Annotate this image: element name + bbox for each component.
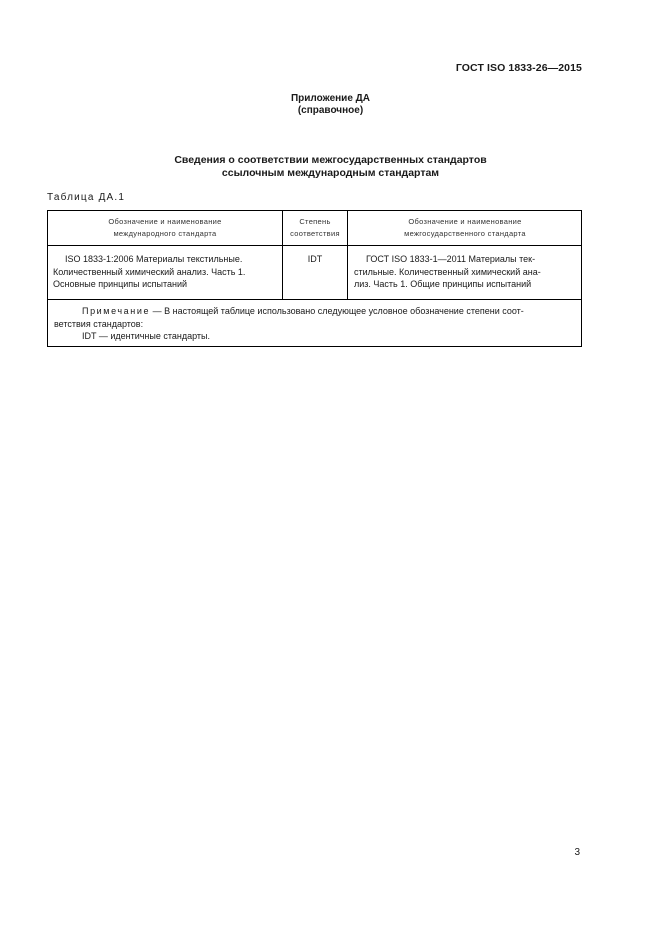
header-degree: [283, 211, 347, 245]
cell-line: стильные. Количественный химический ана-: [354, 266, 541, 277]
note-line: IDT — идентичные стандарты.: [82, 331, 211, 341]
header-text: Обозначение и наименование: [108, 217, 222, 226]
annex-title: Приложение ДА: [290, 93, 371, 104]
annex-subtitle: (справочное): [297, 105, 364, 116]
header-text: соответствия: [290, 229, 340, 238]
cell-interstate-standard: [354, 253, 576, 291]
note-line: [54, 305, 575, 318]
document-code: ГОСТ ISO 1833-26—2015: [455, 62, 582, 74]
cell-line: ГОСТ ISO 1833-1—2011 Материалы тек-: [366, 254, 536, 264]
header-interstate-standard: [348, 211, 582, 245]
section-title: [0, 154, 661, 180]
cell-international-standard: [53, 253, 277, 291]
header-text: Обозначение и наименование: [408, 217, 522, 226]
section-title-line2: ссылочным международным стандартам: [221, 167, 440, 179]
table-note: [48, 305, 581, 343]
header-text: Степень: [299, 217, 331, 226]
note-divider: [48, 299, 581, 300]
table-label: Таблица ДА.1: [47, 192, 126, 203]
cell-degree: IDT: [307, 254, 323, 264]
cell-line: Количественный химический анализ. Часть 1.: [53, 266, 246, 277]
header-text: межгосударственного стандарта: [404, 229, 526, 238]
header-divider: [48, 245, 581, 246]
correspondence-table: [47, 210, 582, 347]
header-international-standard: [48, 211, 282, 245]
cell-line: лиз. Часть 1. Общие принципы испытаний: [354, 279, 532, 289]
page-number: 3: [574, 847, 580, 858]
note-line: ветствия стандартов:: [54, 318, 144, 329]
note-text: — В настоящей таблице использовано следующее условное обозначение степени соот-: [150, 306, 524, 316]
section-title-line1: Сведения о соответствии межгосударственных стандартов: [174, 154, 487, 166]
note-label: Примечание: [82, 306, 151, 316]
cell-line: Основные принципы испытаний: [53, 279, 188, 289]
header-text: международного стандарта: [113, 229, 217, 238]
cell-line: ISO 1833-1:2006 Материалы текстильные.: [65, 254, 243, 264]
